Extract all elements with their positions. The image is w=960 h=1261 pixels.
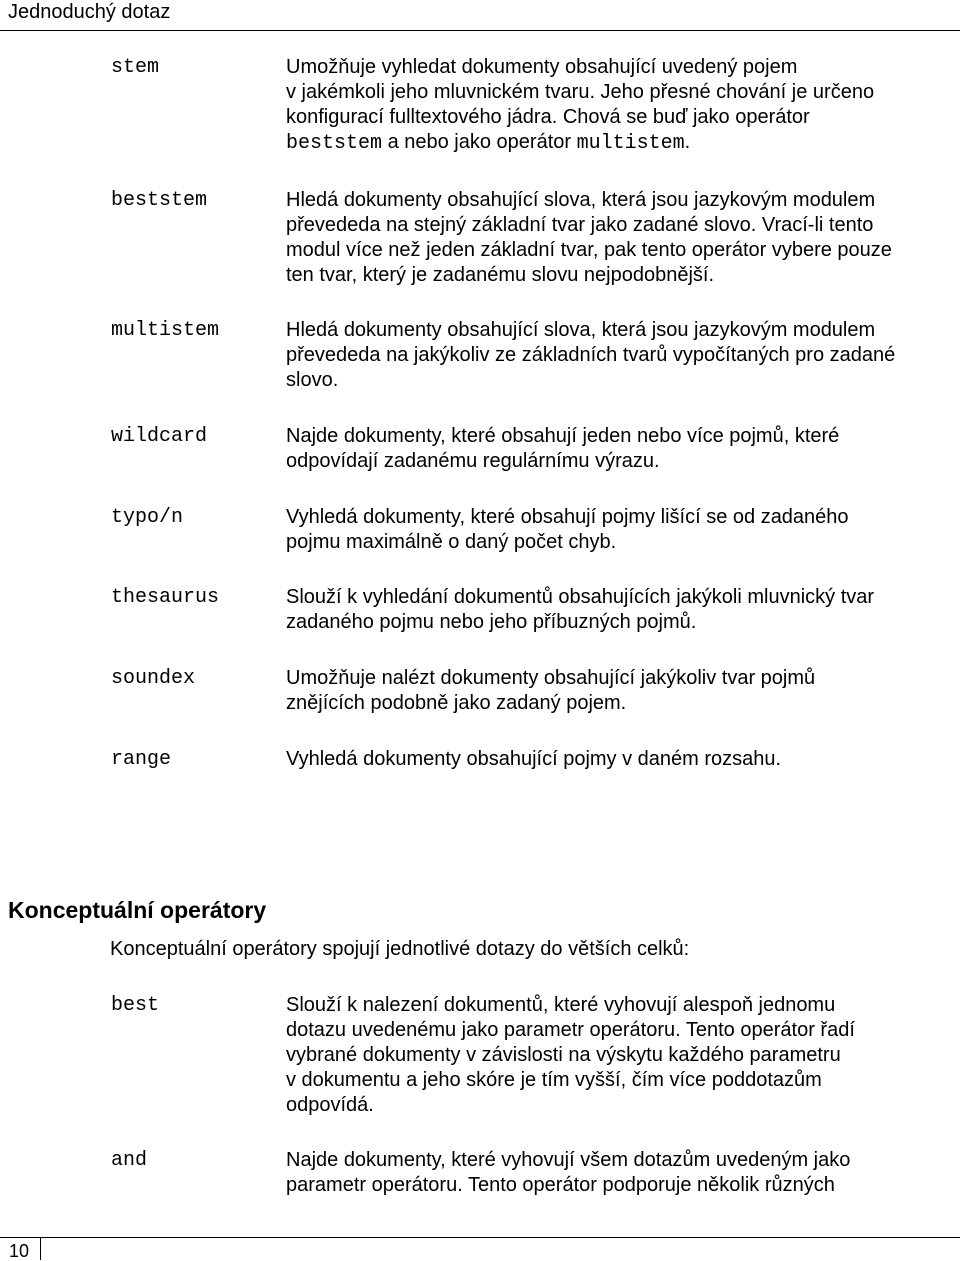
- operator-description: Umožňuje nalézt dokumenty obsahující jakýkoliv tvar pojmů znějících podobně jako zadaný pojem.: [286, 667, 816, 714]
- operator-description: Vyhledá dokumenty, které obsahují pojmy lišící se od zadaného pojmu maximálně o daný počet chyb.: [286, 506, 849, 553]
- operator-term: soundex: [111, 667, 196, 690]
- operator-description: Hledá dokumenty obsahující slova, která jsou jazykovým modulem převededa na jakýkoliv ze základních tvarů vypočítaných pro zadané slovo.: [286, 319, 896, 391]
- code-beststem: beststem: [286, 132, 383, 155]
- operator-term: multistem: [111, 319, 220, 342]
- operator-description: Najde dokumenty, které obsahují jeden nebo více pojmů, které odpovídají zadanému regulárnímu výrazu.: [286, 425, 840, 472]
- header-title: Jednoduchý dotaz: [8, 1, 171, 23]
- operator-description: Slouží k nalezení dokumentů, které vyhovují alespoň jednomu dotazu uvedenému jako parametr operátoru. Tento operátor řadí vybrané dokumenty v závislosti na výskytu každého parametru v dokumentu a jeho skóre je tím vyšší, čím více poddotazům odpovídá.: [286, 994, 855, 1116]
- page-number: 10: [9, 1241, 30, 1261]
- footer-divider: [40, 1238, 41, 1260]
- operator-description: Hledá dokumenty obsahující slova, která jsou jazykovým modulem převededa na stejný základní tvar jako zadané slovo. Vrací-li tento modul více než jeden základní tvar, pak tento operátor vybere pouze ten tvar, který je zadanému slovu nejpodobnější.: [286, 189, 892, 286]
- operator-description: Slouží k vyhledání dokumentů obsahujících jakýkoli mluvnický tvar zadaného pojmu nebo jeho příbuzných pojmů.: [286, 586, 875, 633]
- page-footer: [0, 1237, 960, 1260]
- operator-term: range: [111, 748, 172, 771]
- code-multistem: multistem: [576, 132, 685, 155]
- operator-term: best: [111, 994, 160, 1017]
- operator-description: Umožňuje vyhledat dokumenty obsahující uvedený pojem v jakémkoli jeho mluvnickém tvaru. Jeho přesné chování je určeno konfigurací fulltextového jádra. Chová se buď jako operátor beststem a nebo jako operátor multistem.: [286, 56, 875, 155]
- page-header: [0, 0, 960, 31]
- section-intro: Konceptuální operátory spojují jednotlivé dotazy do větších celků:: [110, 938, 690, 960]
- operator-term: thesaurus: [111, 586, 220, 609]
- operator-term: wildcard: [111, 425, 208, 448]
- section-heading: Konceptuální operátory: [8, 897, 267, 923]
- operator-term: and: [111, 1149, 148, 1172]
- operator-term: beststem: [111, 189, 208, 212]
- operator-term: stem: [111, 56, 160, 79]
- operator-description: Vyhledá dokumenty obsahující pojmy v daném rozsahu.: [286, 748, 782, 770]
- operator-description: Najde dokumenty, které vyhovují všem dotazům uvedeným jako parametr operátoru. Tento operátor podporuje několik různých: [286, 1149, 851, 1196]
- operator-term: typo/n: [111, 506, 184, 529]
